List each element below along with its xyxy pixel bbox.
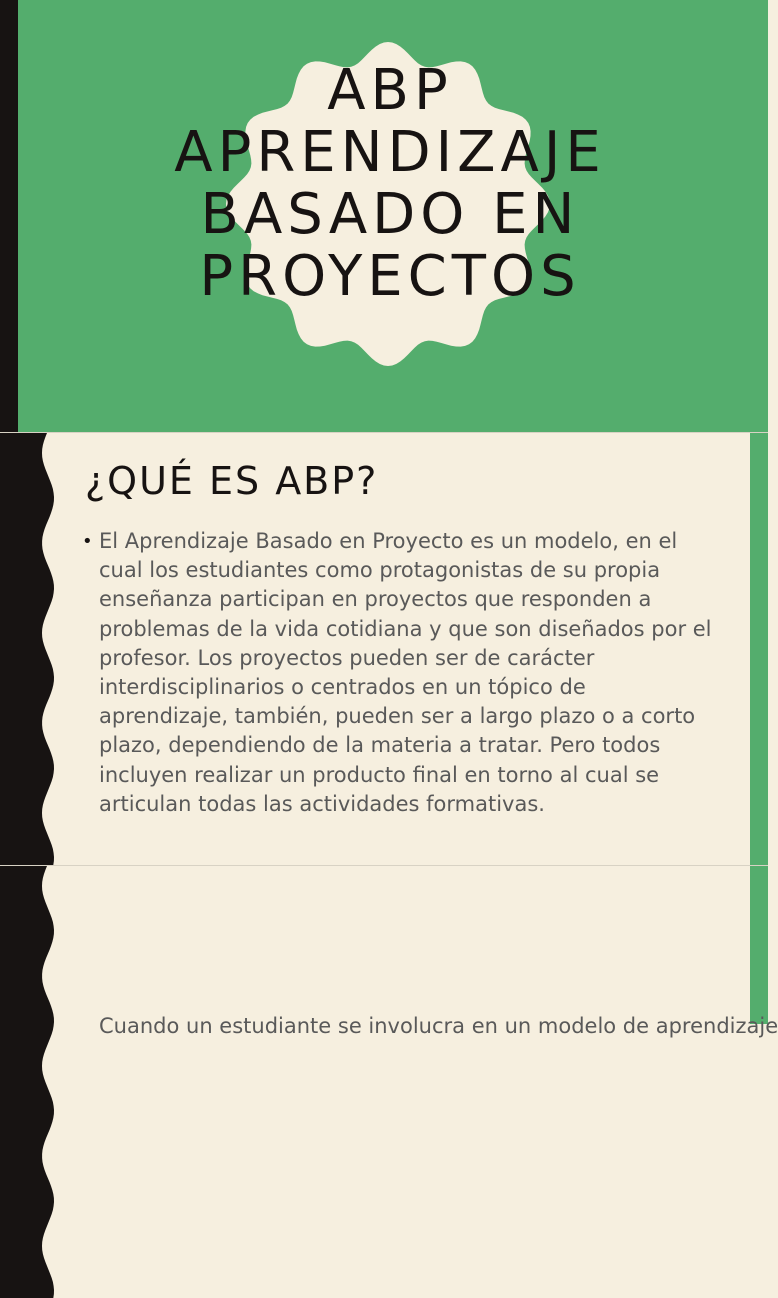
bullet-paragraph: El Aprendizaje Basado en Proyecto es un modelo, en el cual los estudiantes como protagonistas de su propia enseñanza participan en proyectos que responden a problemas de la vida cotidiana y que son diseñados por el profesor. Los proyectos pueden ser de carácter interdisciplinarios o centrados en un tópico de aprendizaje, también, pueden ser a largo plazo o a corto plazo, dependiendo de la materia a tratar. Pero todos incluyen realizar un producto final en torno al cual se articulan todas las actividades formativas.: [99, 529, 712, 816]
slide-title: ABP APRENDIZAJE BASADO EN PROYECTOS: [174, 58, 606, 309]
right-accent-bar: [750, 433, 768, 865]
next-slide: [0, 866, 778, 1038]
left-accent-bar: [0, 0, 18, 432]
slide-heading: ¿QUÉ ES ABP?: [85, 459, 379, 503]
wavy-left-border: [0, 433, 60, 865]
right-accent-bar: [750, 866, 768, 1024]
bullet-marker: •: [82, 531, 93, 552]
content-slide: [0, 433, 768, 865]
wavy-left-border: [0, 866, 60, 1298]
partial-body-text: Cuando un estudiante se involucra en un modelo de aprendizaje: [99, 1014, 778, 1038]
title-slide: [0, 0, 768, 432]
